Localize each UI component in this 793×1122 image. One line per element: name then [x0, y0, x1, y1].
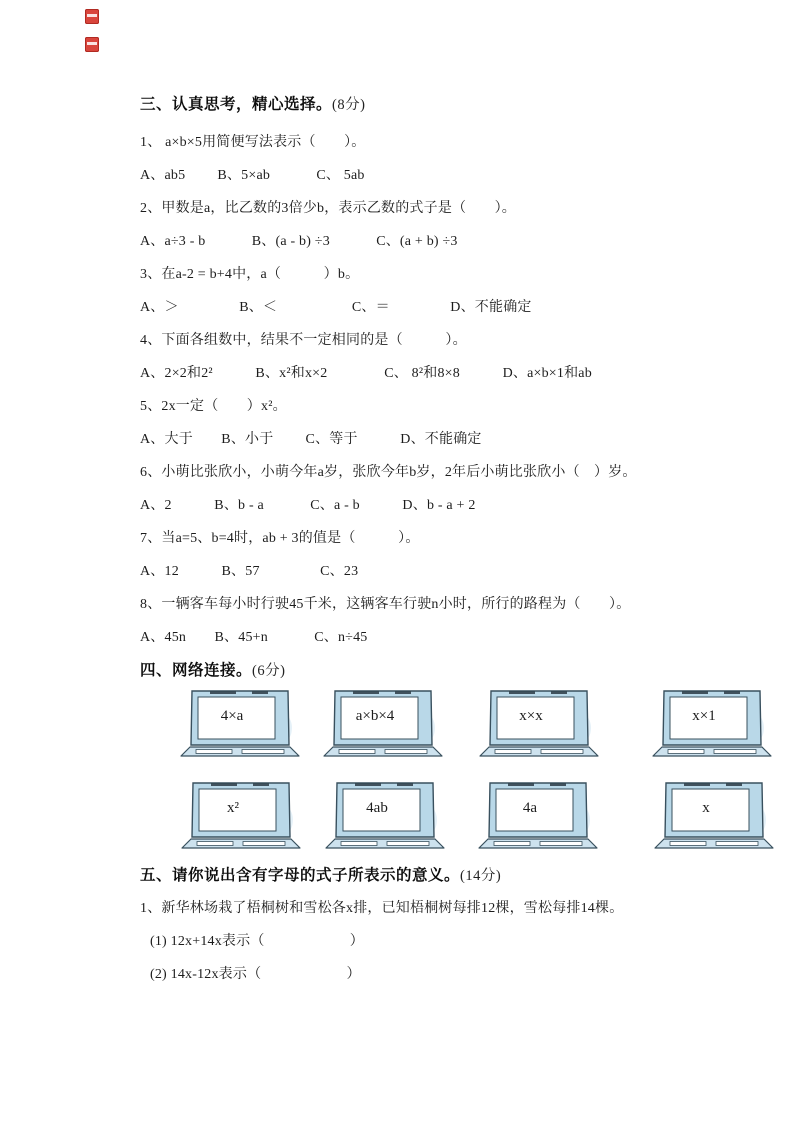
laptop-expression: x²: [227, 800, 239, 816]
laptop-expression: x×1: [692, 708, 716, 724]
question-line-s5-1: 1、新华林场栽了梧桐树和雪松各x排，已知梧桐树每排12棵，雪松每排14棵。: [140, 901, 624, 916]
laptop-expression: 4×a: [220, 708, 244, 724]
question-line-3: 3、在a-2 = b+4中，a（ ）b。: [140, 267, 360, 282]
section-three-heading: [140, 96, 743, 114]
section-five-heading: [140, 867, 743, 885]
options-line-5: A、大于 B、小于 C、等于 D、不能确定: [140, 432, 482, 447]
section-five-title: 五、请你说出含有字母的式子所表示的意义。: [140, 867, 461, 884]
section-three-score: (8分): [332, 97, 366, 113]
options-line-7: A、12 B、57 C、23: [140, 564, 359, 579]
question-line-7: 7、当a=5、b=4时，ab + 3的值是（ ）。: [140, 531, 420, 546]
laptop-icon: [479, 690, 599, 760]
section-three-title: 三、认真思考，精心选择。: [140, 96, 333, 113]
options-line-1: A、ab5 B、5×ab C、 5ab: [140, 168, 365, 183]
section-four-score: (6分): [252, 663, 286, 679]
laptop-expression: x×x: [519, 708, 543, 724]
question-line-2: 2、甲数是a，比乙数的3倍少b，表示乙数的式子是（ ）。: [140, 201, 517, 216]
options-line-2: A、a÷3 - b B、(a - b) ÷3 C、(a + b) ÷3: [140, 234, 458, 249]
options-line-6: A、2 B、b - a C、a - b D、b - a + 2: [140, 498, 476, 513]
laptop-card: [325, 782, 445, 852]
laptop-card: [654, 782, 774, 852]
section-four-title: 四、网络连接。: [140, 662, 253, 679]
laptop-icon: [652, 690, 772, 760]
question-line-8: 8、一辆客车每小时行驶45千米，这辆客车行驶n小时，所行的路程为（ ）。: [140, 597, 631, 612]
laptop-icon: [325, 782, 445, 852]
laptop-icon: [323, 690, 443, 760]
laptop-card: [652, 690, 772, 760]
sub-item-1: (1) 12x+14x表示（ ）: [150, 934, 364, 949]
sub-item-2: (2) 14x-12x表示（ ）: [150, 967, 361, 982]
options-line-3: A、＞ B、＜ C、＝ D、不能确定: [140, 300, 532, 315]
options-line-8: A、45n B、45+n C、n÷45: [140, 630, 368, 645]
laptop-icon: [181, 782, 301, 852]
matching-laptops-area: [140, 690, 743, 852]
laptop-expression: 4a: [522, 800, 538, 816]
question-line-1: 1、 a×b×5用简便写法表示（ ）。: [140, 135, 366, 150]
laptop-icon: [654, 782, 774, 852]
section-four-heading: [140, 662, 743, 680]
laptop-card: [181, 782, 301, 852]
question-line-5: 5、2x一定（ ）x²。: [140, 399, 287, 414]
laptop-expression: 4ab: [366, 800, 388, 816]
laptop-icon: [180, 690, 300, 760]
laptop-expression: x: [702, 800, 710, 816]
question-line-6: 6、小萌比张欣小，小萌今年a岁，张欣今年b岁，2年后小萌比张欣小（ ）岁。: [140, 465, 637, 480]
laptop-card: [180, 690, 300, 760]
laptop-expression: a×b×4: [355, 708, 395, 724]
laptop-card: [479, 690, 599, 760]
options-line-4: A、2×2和2² B、x²和x×2 C、 8²和8×8 D、a×b×1和ab: [140, 366, 592, 381]
laptop-card: [478, 782, 598, 852]
laptop-card: [323, 690, 443, 760]
question-line-4: 4、下面各组数中，结果不一定相同的是（ ）。: [140, 333, 467, 348]
section-five-score: (14分): [460, 868, 502, 884]
laptop-icon: [478, 782, 598, 852]
